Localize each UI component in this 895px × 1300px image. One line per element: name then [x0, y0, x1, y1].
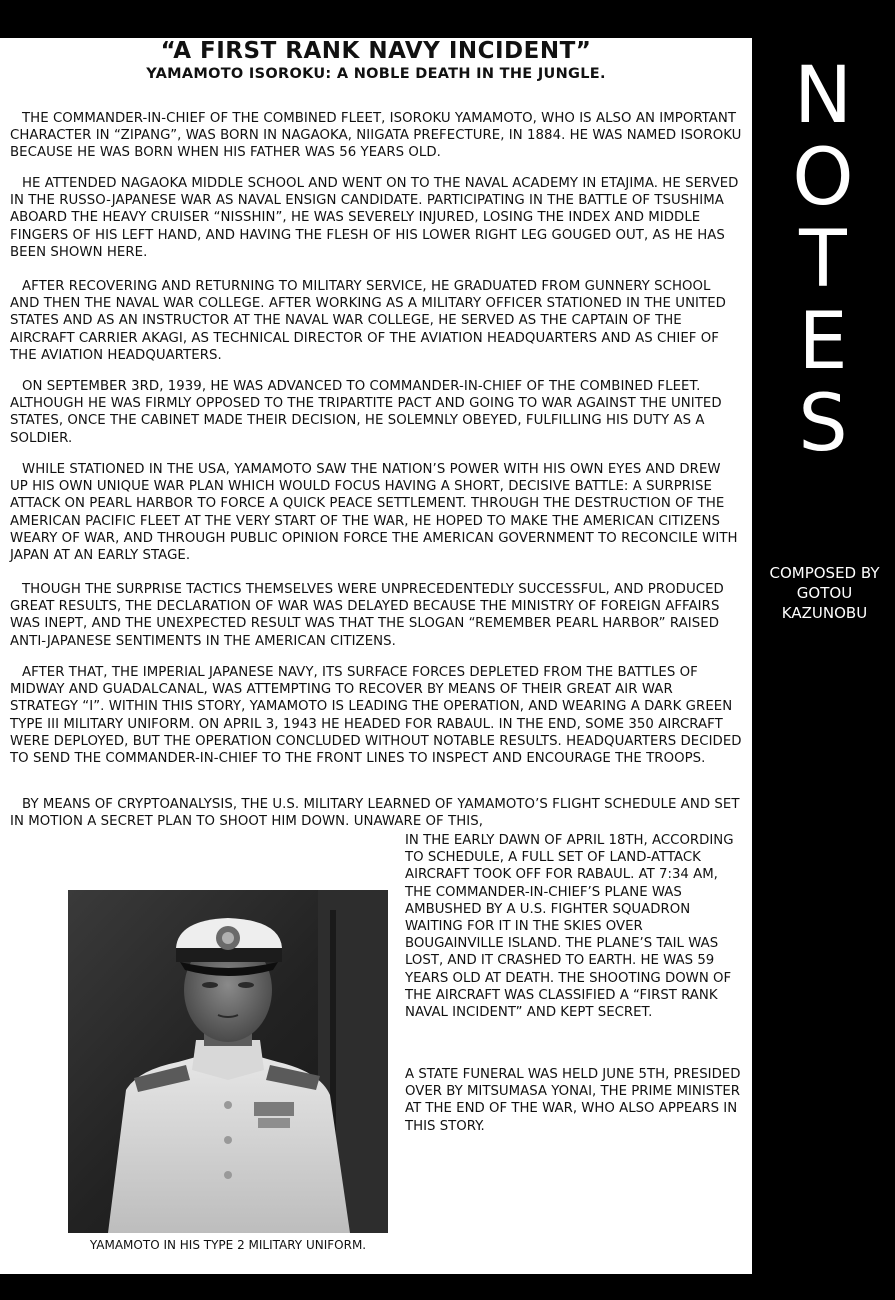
paragraph-shootdown: IN THE EARLY DAWN OF APRIL 18TH, ACCORDING TO SCHEDULE, A FULL SET OF LAND-ATTACK AIRCRAFT TOOK OFF FOR RABAUL. AT 7:34 AM, THE COMMANDER-IN-CHIEF’S PLANE WAS AMBUSHED BY A U.S. FIGHTER SQUADRON WAITING FOR IT IN THE SKIES OVER BOUGAINVILLE ISLAND. THE PLANE’S TAIL WAS LOST, AND IT CRASHED TO EARTH. HE WAS 59 YEARS OLD AT DEATH. THE SHOOTING DOWN OF THE AIRCRAFT WAS CLASSIFIED A “FIRST RANK NAVAL INCIDENT” AND KEPT SECRET. — [405, 833, 734, 1021]
paragraph-cryptoanalysis: BY MEANS OF CRYPTOANALYSIS, THE U.S. MILITARY LEARNED OF YAMAMOTO’S FLIGHT SCHEDULE AND SET IN MOTION A SECRET PLAN TO SHOOT HIM DOWN. UNAWARE OF THIS, — [10, 797, 740, 830]
notes-letter-s: S — [798, 379, 848, 469]
paragraph-state-funeral: A STATE FUNERAL WAS HELD JUNE 5TH, PRESIDED OVER BY MITSUMASA YONAI, THE PRIME MINISTER AT THE END OF THE WAR, WHO ALSO APPEARS IN THIS STORY. — [405, 1067, 741, 1134]
notes-letter-n: N — [793, 51, 853, 141]
notes-letter-t: T — [799, 215, 847, 305]
notes-letter-o: O — [792, 133, 854, 223]
article-subtitle: YAMAMOTO ISOROKU: A NOBLE DEATH IN THE JUNGLE. — [146, 66, 606, 82]
composed-by-credit: COMPOSED BY GOTOU KAZUNOBU — [769, 564, 880, 622]
paragraph-pearl-harbor: THOUGH THE SURPRISE TACTICS THEMSELVES WERE UNPRECEDENTEDLY SUCCESSFUL, AND PRODUCED GREAT RESULTS, THE DECLARATION OF WAR WAS DELAYED BECAUSE THE MINISTRY OF FOREIGN AFFAIRS WAS INEPT, AND THE UNEXPECTED RESULT WAS THAT THE SLOGAN “REMEMBER PEARL HARBOR” RAISED ANTI-JAPANESE SENTIMENTS IN THE AMERICAN CITIZENS. — [10, 582, 724, 649]
paragraph-war-plan: WHILE STATIONED IN THE USA, YAMAMOTO SAW THE NATION’S POWER WITH HIS OWN EYES AND DREW UP HIS OWN UNIQUE WAR PLAN WHICH WOULD FOCUS HAVING A SHORT, DECISIVE BATTLE: A SURPRISE ATTACK ON PEARL HARBOR TO FORCE A QUICK PEACE SETTLEMENT. THROUGH THE DESTRUCTION OF THE AMERICAN PACIFIC FLEET AT THE VERY START OF THE WAR, HE HOPED TO MAKE THE AMERICAN CITIZENS WEARY OF WAR, AND THROUGH PUBLIC OPINION FORCE THE AMERICAN GOVERNMENT TO RECONCILE WITH JAPAN AT AN EARLY STAGE. — [10, 462, 738, 564]
yamamoto-portrait-photo — [68, 890, 388, 1233]
paragraph-early-career: HE ATTENDED NAGAOKA MIDDLE SCHOOL AND WENT ON TO THE NAVAL ACADEMY IN ETAJIMA. HE SERVED IN THE RUSSO-JAPANESE WAR AS NAVAL ENSIGN CANDIDATE. PARTICIPATING IN THE BATTLE OF TSUSHIMA ABOARD THE HEAVY CRUISER “NISSHIN”, HE WAS SEVERELY INJURED, LOSING THE INDEX AND MIDDLE FINGERS OF HIS LEFT HAND, AND HAVING THE FLESH OF HIS LOWER RIGHT LEG GOUGED OUT, AS HE HAS BEEN SHOWN HERE. — [10, 176, 739, 260]
paragraph-birth: THE COMMANDER-IN-CHIEF OF THE COMBINED FLEET, ISOROKU YAMAMOTO, WHO IS ALSO AN IMPORTANT CHARACTER IN “ZIPANG”, WAS BORN IN NAGAOKA, NIIGATA PREFECTURE, IN 1884. HE WAS NAMED ISOROKU BECAUSE HE WAS BORN WHEN HIS FATHER WAS 56 YEARS OLD. — [10, 111, 742, 161]
notes-vertical-heading — [768, 51, 878, 469]
photo-caption: YAMAMOTO IN HIS TYPE 2 MILITARY UNIFORM. — [89, 1238, 367, 1252]
article-title: “A FIRST RANK NAVY INCIDENT” — [160, 38, 592, 64]
paragraph-commander-in-chief: ON SEPTEMBER 3RD, 1939, HE WAS ADVANCED TO COMMANDER-IN-CHIEF OF THE COMBINED FLEET. ALTHOUGH HE WAS FIRMLY OPPOSED TO THE TRIPARTITE PACT AND GOING TO WAR AGAINST THE UNITED STATES, ONCE THE CABINET MADE THEIR DECISION, HE SOLEMNLY OBEYED, FULFILLING HIS DUTY AS A SOLDIER. — [10, 379, 722, 446]
paragraph-military-service: AFTER RECOVERING AND RETURNING TO MILITARY SERVICE, HE GRADUATED FROM GUNNERY SCHOOL AND THEN THE NAVAL WAR COLLEGE. AFTER WORKING AS A MILITARY OFFICER STATIONED IN THE UNITED STATES AND AS AN INSTRUCTOR AT THE NAVAL WAR COLLEGE, HE SERVED AS THE CAPTAIN OF THE AIRCRAFT CARRIER AKAGI, AS TECHNICAL DIRECTOR OF THE AVIATION HEADQUARTERS AND AS CHIEF OF THE AVIATION HEADQUARTERS. — [10, 279, 726, 363]
notes-letter-e: E — [798, 297, 848, 387]
paragraph-operation-i: AFTER THAT, THE IMPERIAL JAPANESE NAVY, ITS SURFACE FORCES DEPLETED FROM THE BATTLES OF MIDWAY AND GUADALCANAL, WAS ATTEMPTING TO RECOVER BY MEANS OF THEIR GREAT AIR WAR STRATEGY “I”. WITHIN THIS STORY, YAMAMOTO IS LEADING THE OPERATION, AND WEARING A DARK GREEN TYPE III MILITARY UNIFORM. ON APRIL 3, 1943 HE HEADED FOR RABAUL. IN THE END, SOME 350 AIRCRAFT WERE DEPLOYED, BUT THE OPERATION CONCLUDED WITHOUT NOTABLE RESULTS. HEADQUARTERS DECIDED TO SEND THE COMMANDER-IN-CHIEF TO THE FRONT LINES TO INSPECT AND ENCOURAGE THE TROOPS. — [10, 665, 742, 767]
